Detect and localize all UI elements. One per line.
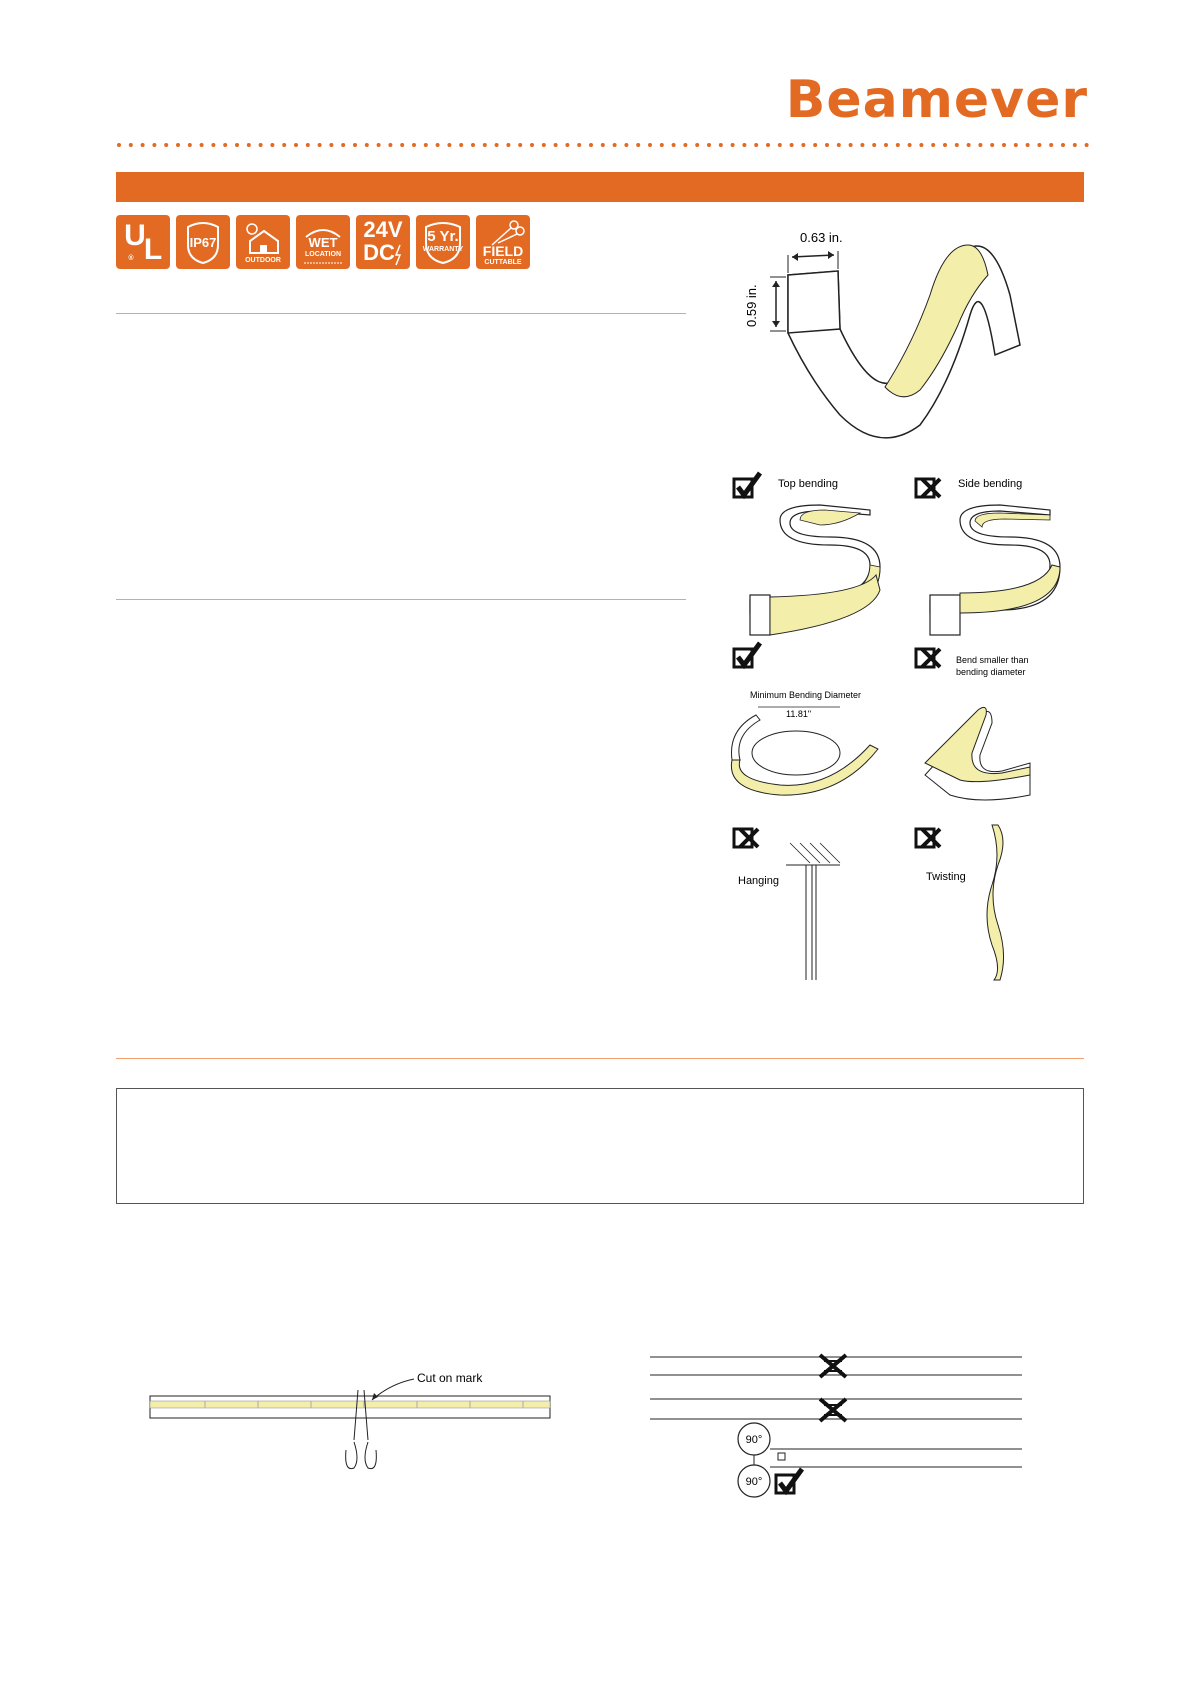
installation-illustrations bbox=[720, 215, 1092, 995]
twisting-label: Twisting bbox=[926, 871, 966, 883]
top-bending-example bbox=[734, 473, 880, 635]
side-bending-label: Side bending bbox=[958, 478, 1023, 490]
cross-mark-icon bbox=[916, 829, 940, 847]
wet-location-badge: WET LOCATION bbox=[296, 215, 350, 269]
dotted-divider bbox=[116, 142, 1090, 148]
profile-dimension-drawing bbox=[744, 230, 1020, 438]
check-mark-icon bbox=[776, 1469, 802, 1493]
cut-on-mark-label: Cut on mark bbox=[417, 1371, 483, 1385]
ul-badge: U L ® bbox=[116, 215, 170, 269]
cutting-diagram bbox=[140, 1360, 560, 1510]
cross-mark-icon bbox=[916, 649, 940, 667]
angle-label-1: 90° bbox=[745, 1434, 763, 1446]
min-bending-diameter-example bbox=[731, 643, 878, 795]
section-rule bbox=[116, 313, 686, 314]
top-bending-label: Top bending bbox=[778, 478, 838, 490]
field-cuttable-badge: FIELD CUTTABLE bbox=[476, 215, 530, 269]
section-rule bbox=[116, 1058, 1084, 1059]
warranty-badge: 5 Yr. WARRANTY bbox=[416, 215, 470, 269]
min-diameter-label: Minimum Bending Diameter bbox=[750, 690, 862, 700]
twisting-example bbox=[916, 825, 1004, 980]
hanging-label: Hanging bbox=[738, 875, 779, 887]
hanging-example bbox=[734, 829, 840, 980]
side-bending-example bbox=[916, 478, 1060, 635]
brand-logo: Beamever bbox=[785, 70, 1088, 130]
bend-smaller-label-line2: bending diameter bbox=[956, 667, 1026, 677]
section-rule bbox=[116, 599, 686, 600]
cross-mark-icon bbox=[734, 829, 758, 847]
lightning-icon bbox=[356, 215, 410, 269]
width-dimension: 0.63 in. bbox=[800, 230, 843, 245]
angle-label-2: 90° bbox=[745, 1476, 763, 1488]
check-mark-icon bbox=[734, 473, 760, 497]
ip67-badge: IP67 bbox=[176, 215, 230, 269]
check-mark-icon bbox=[734, 643, 760, 667]
section-header-bar bbox=[116, 172, 1084, 202]
notice-box bbox=[116, 1088, 1084, 1204]
cross-mark-icon bbox=[820, 1399, 846, 1421]
min-diameter-value: 11.81" bbox=[786, 709, 812, 719]
bend-too-small-example bbox=[916, 649, 1030, 800]
cross-mark-icon bbox=[916, 479, 940, 497]
certification-badges bbox=[116, 215, 530, 269]
corner-connection-diagram bbox=[650, 1345, 1030, 1505]
24v-dc-badge: 24V DC bbox=[356, 215, 410, 269]
cross-mark-icon bbox=[820, 1355, 846, 1377]
height-dimension: 0.59 in. bbox=[744, 284, 759, 327]
outdoor-badge: OUTDOOR bbox=[236, 215, 290, 269]
bend-smaller-label-line1: Bend smaller than bbox=[956, 655, 1029, 665]
